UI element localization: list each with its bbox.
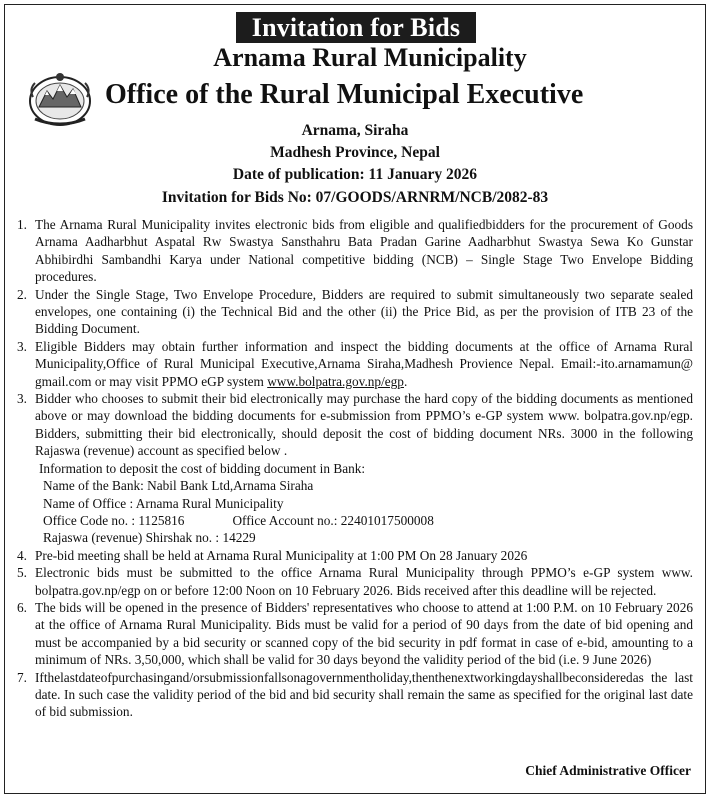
item-number: 3. (17, 338, 27, 354)
bank-name: Name of the Bank: Nabil Bank Ltd,Arnama Siraha (43, 478, 314, 494)
item-text: The Arnama Rural Municipality invites electronic bids from eligible and qualifiedbidders for the procurement of Goods Arnama Aadharbhut Aspatal Rw Swastya Sansthahru Bata Pradan Garine Aadharbhut Swastya Sewa Ko Gunstar Abhibirdhi Sambandhi Karya under National competitive bidding (NCB) – Single Stage Two Envelope Bidding procedures. (35, 217, 693, 285)
notice-page (4, 4, 706, 794)
item-text: Ifthelastdateofpurchasingand/orsubmissionfallsonagovernmentholiday,thenthenextworkingdayshallbeconsideredas the last date. In such case the validity period of the bid and bid security shall remain the same as specified for the original last date of bid submission. (35, 669, 693, 720)
list-item (17, 547, 693, 564)
list-item (17, 669, 693, 721)
item-number: 3. (17, 391, 27, 407)
list-item (17, 390, 693, 460)
item-text: Under the Single Stage, Two Envelope Procedure, Bidders are required to submit simultaneously two separate sealed envelopes, one containing (i) the Technical Bid and the other (ii) the Price Bid, as per the provision of ITB 23 of the Bidding Document. (35, 286, 693, 337)
address-line-1: Arnama, Siraha (301, 122, 409, 139)
list-item (17, 599, 693, 669)
office-account: Office Account no.: 22401017500008 (232, 512, 434, 528)
ifb-number: Invitation for Bids No: 07/GOODS/ARNRM/NCB/2082-83 (161, 189, 549, 206)
office-code: Office Code no. : 1125816 (43, 512, 185, 528)
office-name: Office of the Rural Municipal Executive (105, 79, 584, 110)
bank-codes-row (39, 512, 693, 529)
item-text: Bidder who chooses to submit their bid electronically may purchase the hard copy of the bidding documents as mentioned above or may download the bidding documents for e-submission from PPMO’s e-GP system www. bolpatra.gov.np/egp. Bidders, submitting their bid electronically, should deposit the cost of bidding document NRs. 3000 in the following Rajaswa (revenue) account as specified below . (35, 391, 693, 459)
revenue-shirshak: Rajaswa (revenue) Shirshak no. : 14229 (43, 530, 256, 546)
bank-office-name: Name of Office : Arnama Rural Municipality (43, 495, 284, 511)
item-number: 6. (17, 599, 27, 615)
list-item (17, 216, 693, 286)
item-text: Electronic bids must be submitted to the office Arnama Rural Municipality through PPMO’s e-GP system www. bolpatra.gov.np/egp on or before 12:00 Noon on 10 February 2026. Bids received after this deadline will be rejected. (35, 565, 693, 598)
notice-banner: Invitation for Bids (236, 12, 476, 43)
item-number: 7. (17, 669, 27, 685)
signer-title: Chief Administrative Officer (525, 763, 691, 778)
publication-date: Date of publication: 11 January 2026 (232, 166, 478, 183)
bank-intro: Information to deposit the cost of bidding document in Bank: (39, 460, 366, 476)
list-item (17, 564, 693, 599)
item-number: 4. (17, 547, 27, 563)
list-item (17, 338, 693, 390)
item-number: 2. (17, 286, 27, 302)
list-item (17, 286, 693, 338)
notice-body (17, 216, 693, 721)
item-number: 5. (17, 565, 27, 581)
bank-info (17, 460, 693, 547)
item-text (35, 338, 693, 390)
item-text: The bids will be opened in the presence of Bidders' representatives who choose to attend at 1:00 P.M. on 10 February 2026 at the office of Arnama Rural Municipality. Bids must be valid for a period of 90 days from the date of bid opening and must be accompanied by a bid security or scanned copy of the bid security in pdf format in case of e-bid, amounting to a minimum of NRs. 3,50,000, which shall be valid for 30 days beyond the validity period of the bid (i.e. 9 June 2026) (35, 599, 693, 668)
item-text-part: . (403, 373, 408, 389)
egp-link[interactable]: www.bolpatra.gov.np/egp (267, 373, 404, 389)
municipality-name: Arnama Rural Municipality (213, 43, 527, 72)
address-line-2: Madhesh Province, Nepal (270, 144, 440, 161)
government-emblem-icon (25, 67, 95, 129)
item-number: 1. (17, 217, 27, 232)
item-text-part: Eligible Bidders may obtain further information and inspect the bidding documents at the office of Arnama Rural Municipality,Office of Rural Municipal Executive,Arnama Siraha,Madhesh Provience Nepal. Email:-ito.arnamamun@ gmail.com or may visit PPMO eGP system (35, 338, 693, 389)
item-text: Pre-bid meeting shall be held at Arnama Rural Municipality at 1:00 PM On 28 January 2026 (35, 547, 528, 563)
